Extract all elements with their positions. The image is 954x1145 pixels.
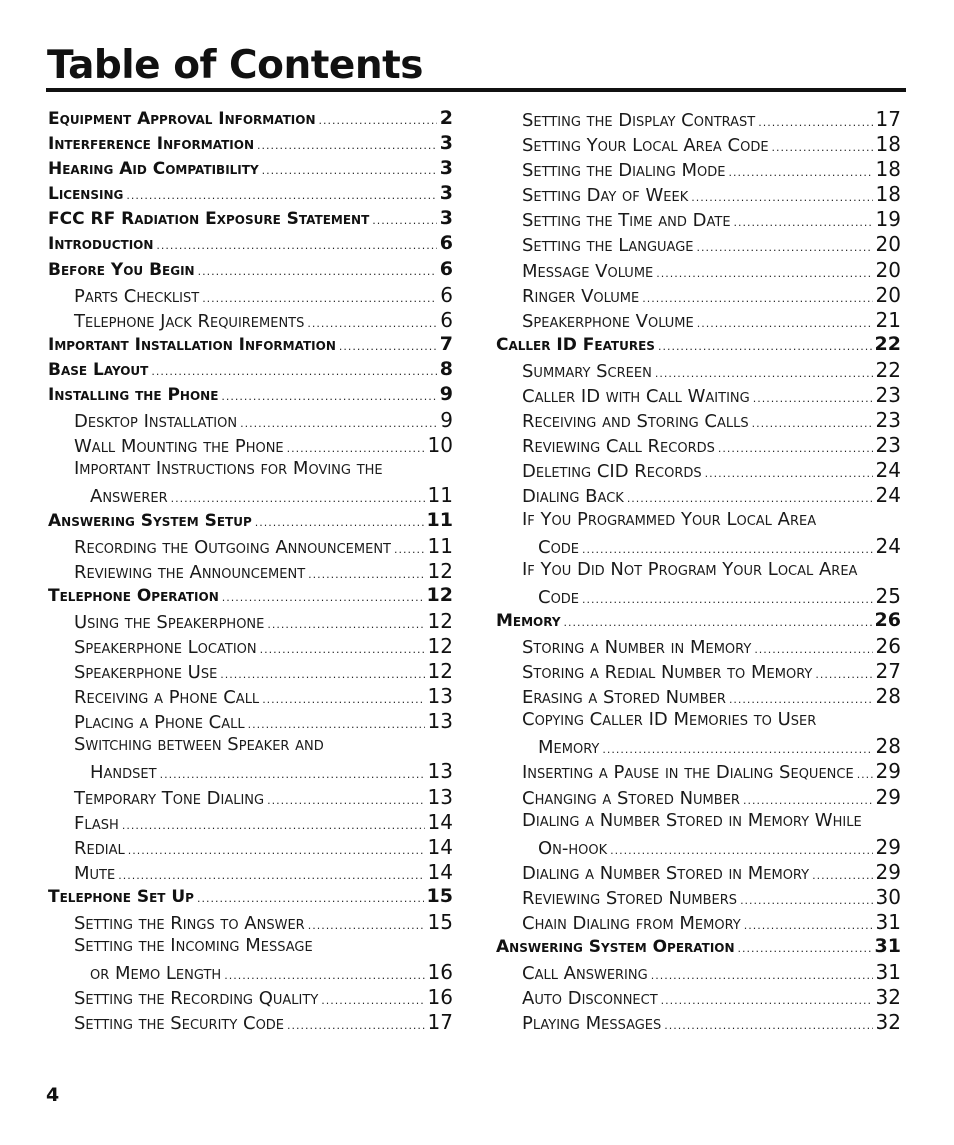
toc-entry-page: 12 <box>427 558 453 583</box>
toc-entry-page: 25 <box>875 583 901 608</box>
toc-entry-title: Call Answering <box>522 963 648 985</box>
dot-leader <box>372 214 436 227</box>
dot-leader <box>754 643 872 656</box>
toc-entry <box>48 709 453 734</box>
dot-leader <box>602 743 872 756</box>
dot-leader <box>255 516 424 529</box>
dot-leader <box>664 1019 872 1032</box>
dot-leader <box>224 969 424 982</box>
toc-entry-title: Reviewing the Announcement <box>74 561 306 583</box>
toc-entry-page: 16 <box>427 985 453 1010</box>
toc-entry-page: 6 <box>440 282 453 307</box>
toc-entry <box>48 509 453 534</box>
toc-entry <box>48 684 453 709</box>
toc-entry <box>496 935 901 960</box>
toc-entry-page: 2 <box>439 107 453 129</box>
toc-entry-title: Setting the Dialing Mode <box>522 160 726 182</box>
dot-leader <box>658 340 872 353</box>
toc-entry <box>496 835 901 860</box>
toc-entry <box>496 960 901 985</box>
dot-leader <box>257 139 437 152</box>
toc-entry-title: Chain Dialing from Memory <box>522 913 741 934</box>
toc-entry-title: Important Installation Information <box>48 334 336 355</box>
toc-entry <box>496 408 901 433</box>
toc-entry-page: 24 <box>875 533 901 558</box>
dot-leader <box>240 417 437 430</box>
toc-entry <box>48 182 453 207</box>
dot-leader <box>815 668 872 681</box>
toc-entry-title: Receiving a Phone Call <box>74 687 260 709</box>
toc-entry <box>48 810 453 835</box>
toc-entry <box>48 609 453 634</box>
toc-entry <box>48 207 453 232</box>
toc-entry-title: Setting the Rings to Answer <box>74 913 305 934</box>
dot-leader <box>718 442 873 455</box>
dot-leader <box>697 317 873 330</box>
toc-entry-page: 27 <box>875 659 901 684</box>
dot-leader <box>729 693 873 706</box>
toc-entry-page: 24 <box>875 483 901 508</box>
toc-entry-page: 12 <box>426 583 453 606</box>
toc-entry-title: Redial <box>74 837 125 859</box>
toc-entry-title: Memory <box>496 610 561 631</box>
toc-entry-title: Dialing a Number Stored in Memory While <box>522 809 862 831</box>
toc-entry-page: 21 <box>875 307 901 332</box>
toc-entry-title: Caller ID with Call Waiting <box>522 386 750 408</box>
toc-entry <box>496 458 901 483</box>
toc-entry-page: 6 <box>440 307 453 332</box>
toc-entry <box>48 910 453 935</box>
dot-leader <box>308 568 424 581</box>
toc-entry-title: Changing a Stored Number <box>522 787 740 809</box>
toc-entry-page: 6 <box>439 232 453 255</box>
dot-leader <box>627 492 873 505</box>
toc-entry-title: Temporary Tone Dialing <box>74 787 265 809</box>
toc-entry-page: 31 <box>875 960 901 985</box>
toc-entry <box>496 358 901 383</box>
toc-entry-page: 9 <box>439 383 453 406</box>
toc-entry <box>496 232 901 257</box>
toc-entry-page: 16 <box>427 960 453 985</box>
toc-entry <box>496 910 901 935</box>
toc-entry-title: Equipment Approval Information <box>48 109 316 129</box>
toc-entry-title: Setting the Incoming Message <box>74 935 313 957</box>
dot-leader <box>262 164 437 177</box>
toc-entry <box>48 985 453 1010</box>
toc-entry <box>496 609 901 634</box>
dot-leader <box>758 116 872 129</box>
toc-entry-page: 20 <box>875 232 901 257</box>
toc-entry-title: Interference Information <box>48 134 254 155</box>
toc-entry <box>48 107 453 132</box>
dot-leader <box>287 442 425 455</box>
toc-entry-title: Licensing <box>48 184 124 205</box>
dot-leader <box>319 114 437 127</box>
toc-entry <box>48 559 453 584</box>
toc-entry-title: Dialing a Number Stored in Memory <box>522 862 810 884</box>
toc-entry-page: 14 <box>427 834 453 859</box>
toc-entry-page: 7 <box>439 332 453 355</box>
toc-entry-title: Storing a Number in Memory <box>522 636 752 658</box>
toc-entry <box>496 483 901 508</box>
dot-leader <box>151 365 436 378</box>
dot-leader <box>220 668 424 681</box>
dot-leader <box>743 794 873 807</box>
toc-right-column <box>496 107 901 1035</box>
toc-entry-title: Important Instructions for Moving the <box>74 458 383 480</box>
toc-entry <box>496 1010 901 1035</box>
toc-entry <box>496 433 901 458</box>
dot-leader <box>772 141 873 154</box>
toc-entry <box>496 785 901 810</box>
toc-entry-page: 15 <box>426 884 453 907</box>
toc-entry-title: Setting Day of Week <box>522 185 689 207</box>
dot-leader <box>857 768 873 781</box>
toc-entry-page: 19 <box>875 207 901 232</box>
toc-entry-page: 20 <box>875 257 901 282</box>
toc-entry-title: Answerer <box>90 486 168 508</box>
toc-entry-title: Hearing Aid Compatibility <box>48 159 259 180</box>
toc-entry-page: 14 <box>427 809 453 834</box>
toc-entry <box>496 634 901 659</box>
toc-entry-title: Dialing Back <box>522 486 624 508</box>
toc-entry-title: Setting the Time and Date <box>522 210 731 232</box>
toc-entry <box>496 810 901 835</box>
toc-entry <box>496 734 901 759</box>
toc-entry-title: Erasing a Stored Number <box>522 687 726 709</box>
page-number: 4 <box>46 1084 60 1106</box>
dot-leader <box>610 844 872 857</box>
toc-entry-title: Handset <box>90 762 157 784</box>
toc-entry <box>496 759 901 784</box>
toc-entry-page: 29 <box>875 834 901 859</box>
toc-entry <box>496 383 901 408</box>
toc-entry-page: 3 <box>439 207 453 230</box>
toc-entry <box>496 985 901 1010</box>
dot-leader <box>564 616 872 629</box>
toc-entry <box>496 132 901 157</box>
toc-entry-title: Deleting CID Records <box>522 461 702 483</box>
toc-entry-title: Wall Mounting the Phone <box>74 436 284 458</box>
toc-entry-page: 30 <box>875 884 901 909</box>
toc-entry <box>48 308 453 333</box>
toc-entry <box>48 408 453 433</box>
toc-entry <box>48 785 453 810</box>
toc-entry-title: Speakerphone Volume <box>522 310 694 332</box>
toc-entry-page: 17 <box>875 107 901 131</box>
toc-entry-page: 32 <box>875 985 901 1010</box>
toc-entry <box>48 634 453 659</box>
toc-entry-title: Receiving and Storing Calls <box>522 411 749 433</box>
dot-leader <box>221 390 436 403</box>
toc-entry <box>48 860 453 885</box>
dot-leader <box>307 317 437 330</box>
toc-entry <box>496 258 901 283</box>
toc-entry <box>48 1010 453 1035</box>
toc-entry <box>496 584 901 609</box>
dot-leader <box>287 1019 425 1032</box>
toc-entry-title: Message Volume <box>522 260 654 282</box>
toc-entry-title: If You Did Not Program Your Local Area <box>522 558 858 580</box>
toc-entry-title: Setting the Security Code <box>74 1013 285 1035</box>
toc-entry <box>48 835 453 860</box>
dot-leader <box>734 216 873 229</box>
toc-entry-title: Placing a Phone Call <box>74 712 245 734</box>
toc-entry <box>496 107 901 132</box>
toc-entry <box>48 483 453 508</box>
dot-leader <box>222 591 424 604</box>
toc-entry-title: Code <box>538 536 580 558</box>
toc-entry <box>496 333 901 358</box>
toc-entry-title: Flash <box>74 812 119 834</box>
toc-entry <box>48 885 453 910</box>
dot-leader <box>753 392 873 405</box>
toc-left-column <box>48 107 453 1035</box>
toc-entry <box>496 885 901 910</box>
toc-entry-title: Memory <box>538 737 600 759</box>
toc-entry-page: 22 <box>874 332 901 355</box>
dot-leader <box>321 994 424 1007</box>
dot-leader <box>198 265 437 278</box>
dot-leader <box>582 593 873 606</box>
toc-entry <box>496 860 901 885</box>
toc-entry-title: FCC RF Radiation Exposure Statement <box>48 209 370 230</box>
toc-entry-title: Desktop Installation <box>74 411 238 433</box>
toc-entry <box>48 283 453 308</box>
toc-entry-page: 3 <box>439 132 453 155</box>
dot-leader <box>267 618 424 631</box>
toc-entry-page: 23 <box>875 408 901 433</box>
toc-entry-title: Auto Disconnect <box>522 988 658 1010</box>
toc-entry-title: Ringer Volume <box>522 285 640 307</box>
toc-entry-title: Introduction <box>48 234 154 255</box>
toc-entry-page: 13 <box>427 759 453 784</box>
toc-entry-title: Telephone Set Up <box>48 886 194 907</box>
toc-entry-title: Base Layout <box>48 359 149 380</box>
toc-entry-page: 29 <box>875 784 901 809</box>
dot-leader <box>122 819 425 832</box>
toc-entry-page: 29 <box>875 859 901 884</box>
dot-leader <box>744 919 873 932</box>
toc-entry-title: Storing a Redial Number to Memory <box>522 662 813 684</box>
toc-entry-title: Code <box>538 586 580 608</box>
toc-entry-page: 11 <box>427 533 453 558</box>
toc-entry-page: 6 <box>439 257 453 280</box>
toc-entry-page: 28 <box>875 684 901 709</box>
toc-entry-title: Setting the Language <box>522 235 694 257</box>
toc-entry-page: 32 <box>875 1010 901 1035</box>
toc-entry-title: Reviewing Call Records <box>522 436 715 458</box>
toc-entry <box>48 232 453 257</box>
toc-entry <box>496 207 901 232</box>
toc-entry-title: Answering System Operation <box>496 937 735 958</box>
dot-leader <box>160 768 425 781</box>
toc-entry-title: Speakerphone Use <box>74 662 218 684</box>
toc-entry-title: Setting Your Local Area Code <box>522 135 769 157</box>
toc-entry <box>48 935 453 960</box>
toc-entry-page: 18 <box>875 132 901 157</box>
toc-entry <box>496 659 901 684</box>
toc-entry-page: 14 <box>427 859 453 884</box>
toc-entry <box>496 709 901 734</box>
toc-entry <box>48 534 453 559</box>
toc-entry-page: 8 <box>439 357 453 380</box>
toc-entry-title: Setting the Recording Quality <box>74 988 319 1010</box>
dot-leader <box>655 367 873 380</box>
toc-entry <box>496 534 901 559</box>
dot-leader <box>656 267 872 280</box>
toc-entry <box>496 509 901 534</box>
toc-entry-title: Recording the Outgoing Announcement <box>74 536 391 558</box>
dot-leader <box>262 693 424 706</box>
toc-entry <box>48 383 453 408</box>
toc-entry <box>48 659 453 684</box>
page-title: Table of Contents <box>47 43 423 88</box>
toc-entry-title: Playing Messages <box>522 1013 662 1035</box>
dot-leader <box>651 969 873 982</box>
toc-entry-page: 24 <box>875 458 901 483</box>
toc-entry <box>496 308 901 333</box>
title-rule <box>46 88 906 92</box>
toc-entry-title: Using the Speakerphone <box>74 611 265 633</box>
toc-entry <box>48 358 453 383</box>
toc-entry-page: 18 <box>875 157 901 182</box>
dot-leader <box>308 919 425 932</box>
toc-entry <box>48 584 453 609</box>
toc-entry-title: Parts Checklist <box>74 285 200 307</box>
toc-entry <box>48 333 453 358</box>
toc-entry <box>48 960 453 985</box>
toc-entry-title: Reviewing Stored Numbers <box>522 887 738 909</box>
dot-leader <box>697 241 873 254</box>
dot-leader <box>582 543 873 556</box>
dot-leader <box>126 189 436 202</box>
dot-leader <box>267 794 424 807</box>
toc-entry <box>48 759 453 784</box>
toc-entry-page: 23 <box>875 433 901 458</box>
toc-entry-page: 20 <box>875 282 901 307</box>
dot-leader <box>202 292 437 305</box>
toc-entry-page: 13 <box>427 684 453 709</box>
toc-entry-page: 22 <box>875 357 901 382</box>
toc-entry <box>496 157 901 182</box>
toc-entry <box>496 684 901 709</box>
dot-leader <box>642 292 872 305</box>
dot-leader <box>728 166 872 179</box>
toc-entry-page: 23 <box>875 383 901 408</box>
toc-entry-page: 11 <box>426 508 453 531</box>
toc-entry <box>48 458 453 483</box>
toc-entry-title: Before You Begin <box>48 259 195 280</box>
toc-entry-title: Speakerphone Location <box>74 636 257 658</box>
toc-entry-page: 11 <box>427 483 453 508</box>
toc-entry-title: If You Programmed Your Local Area <box>522 508 817 530</box>
dot-leader <box>118 869 424 882</box>
dot-leader <box>197 892 424 905</box>
dot-leader <box>705 467 873 480</box>
dot-leader <box>738 942 872 955</box>
toc-entry-page: 29 <box>875 759 901 784</box>
toc-entry-page: 28 <box>875 734 901 759</box>
dot-leader <box>260 643 425 656</box>
toc-entry-page: 31 <box>875 910 901 934</box>
toc-entry-page: 3 <box>439 182 453 205</box>
dot-leader <box>812 869 872 882</box>
dot-leader <box>661 994 873 1007</box>
toc-entry-page: 26 <box>874 608 901 631</box>
toc-entry-page: 17 <box>427 1010 453 1035</box>
toc-entry-title: Mute <box>74 862 116 884</box>
toc-entry <box>496 559 901 584</box>
dot-leader <box>740 894 872 907</box>
toc-entry-title: Switching between Speaker and <box>74 734 324 756</box>
dot-leader <box>339 340 437 353</box>
toc-entry-page: 15 <box>427 910 453 934</box>
dot-leader <box>128 844 425 857</box>
toc-entry-title: On-hook <box>538 837 608 859</box>
dot-leader <box>691 191 872 204</box>
toc-entry-page: 12 <box>427 659 453 684</box>
toc-entry <box>48 433 453 458</box>
toc-entry-page: 18 <box>875 182 901 207</box>
toc-entry-title: Copying Caller ID Memories to User <box>522 709 817 731</box>
toc-entry-title: Installing the Phone <box>48 385 219 406</box>
toc-entry-title: Telephone Operation <box>48 585 219 606</box>
toc-entry-page: 13 <box>427 784 453 809</box>
toc-entry <box>48 258 453 283</box>
toc-entry-page: 10 <box>427 433 453 458</box>
dot-leader <box>752 417 873 430</box>
dot-leader <box>156 239 436 252</box>
toc-entry-page: 26 <box>875 633 901 658</box>
toc-entry <box>48 734 453 759</box>
dot-leader <box>171 492 425 505</box>
toc-entry-page: 12 <box>427 633 453 658</box>
toc-entry <box>496 182 901 207</box>
toc-entry-page: 13 <box>427 709 453 734</box>
toc-entry <box>48 132 453 157</box>
toc-entry-title: Caller ID Features <box>496 334 655 355</box>
toc-entry-title: Summary Screen <box>522 360 652 382</box>
toc-entry-title: Inserting a Pause in the Dialing Sequence <box>522 762 854 784</box>
toc-entry-title: Setting the Display Contrast <box>522 110 756 131</box>
toc-entry <box>496 283 901 308</box>
dot-leader <box>248 718 425 731</box>
toc-entry-title: Answering System Setup <box>48 510 252 531</box>
toc-entry-title: Telephone Jack Requirements <box>74 310 305 332</box>
dot-leader <box>394 543 425 556</box>
toc-entry-page: 9 <box>440 408 453 433</box>
toc-entry-title: or Memo Length <box>90 963 222 985</box>
toc-entry-page: 12 <box>427 608 453 633</box>
toc-entry-page: 31 <box>874 935 901 958</box>
toc-entry-page: 3 <box>439 157 453 180</box>
toc-entry <box>48 157 453 182</box>
